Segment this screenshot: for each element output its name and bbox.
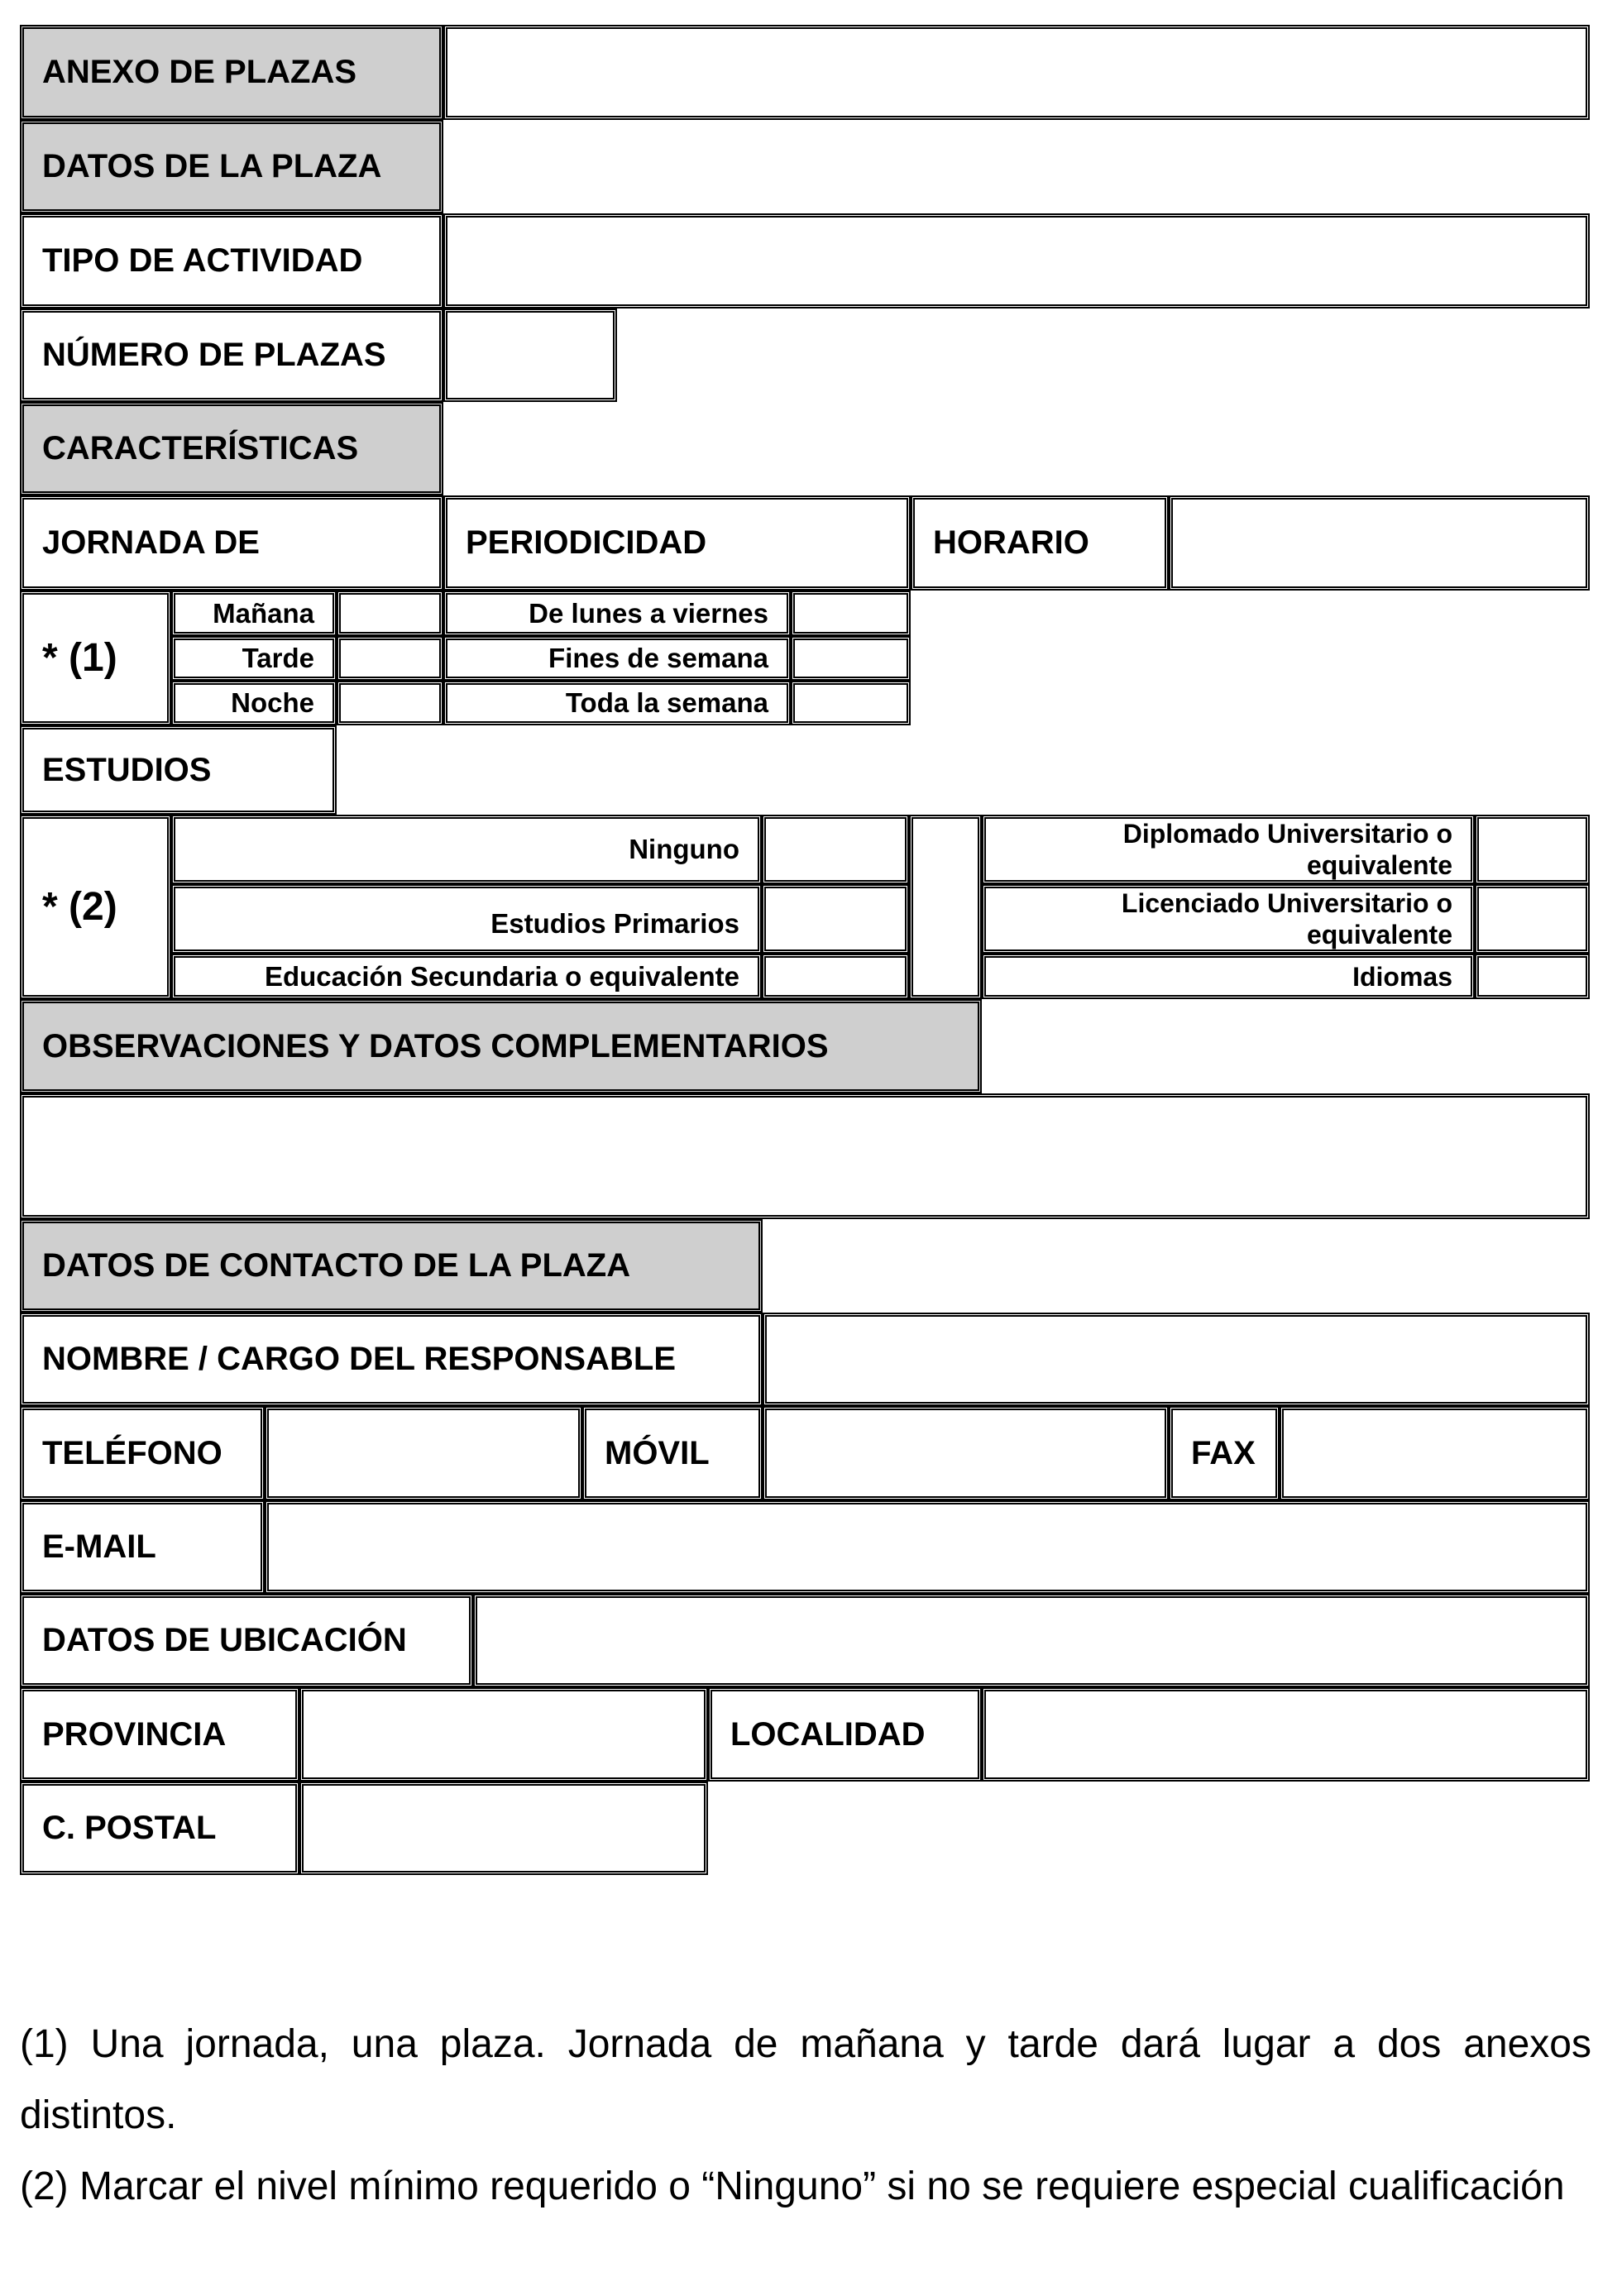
jornada-option-noche — [171, 681, 337, 725]
periodicidad-checkbox-lunes-viernes[interactable] — [791, 591, 911, 636]
estudios-option-line2: equivalente — [1306, 850, 1452, 880]
telefono-text: TELÉFONO — [42, 1434, 222, 1471]
footnote-2: (2) Marcar el nivel mínimo requerido o “Ninguno” si no se requiere especial cualificación — [20, 2164, 1565, 2208]
movil-text: MÓVIL — [605, 1434, 710, 1471]
estudios-label — [20, 725, 337, 815]
fax-field[interactable] — [1280, 1406, 1590, 1500]
footnotes — [20, 2009, 1591, 2222]
observaciones-text: OBSERVACIONES Y DATOS COMPLEMENTARIOS — [42, 1027, 829, 1064]
nombre-cargo-field[interactable] — [763, 1313, 1590, 1406]
tipo-de-actividad-field[interactable] — [443, 213, 1590, 309]
estudios-option-diplomado-text — [1123, 818, 1452, 881]
numero-de-plazas-field[interactable] — [443, 309, 617, 402]
estudios-checkbox-licenciado[interactable] — [1475, 884, 1590, 954]
estudios-option-licenciado-text — [1122, 887, 1452, 950]
periodicidad-option-lunes-viernes — [443, 591, 791, 636]
jornada-checkbox-noche[interactable] — [337, 681, 443, 725]
estudios-checkbox-diplomado[interactable] — [1475, 815, 1590, 884]
jornada-option-text: Noche — [231, 687, 314, 718]
fax-label — [1169, 1406, 1280, 1500]
periodicidad-label — [443, 495, 911, 591]
numero-de-plazas-text: NÚMERO DE PLAZAS — [42, 337, 386, 373]
movil-label — [582, 1406, 763, 1500]
periodicidad-option-text: Fines de semana — [548, 643, 768, 673]
provincia-text: PROVINCIA — [42, 1715, 227, 1753]
estudios-text: ESTUDIOS — [42, 751, 212, 788]
jornada-option-text: Mañana — [213, 597, 314, 629]
estudios-option-diplomado — [982, 815, 1475, 884]
periodicidad-option-toda-semana — [443, 681, 791, 725]
observaciones-label — [20, 999, 982, 1093]
tipo-de-actividad-label — [20, 213, 443, 309]
datos-de-la-plaza-label — [20, 120, 443, 213]
localidad-field[interactable] — [982, 1687, 1590, 1782]
estudios-spacer-cell — [909, 815, 982, 999]
ref-1-text: * (1) — [42, 636, 117, 680]
provincia-label — [20, 1687, 299, 1782]
estudios-checkbox-ninguno[interactable] — [762, 815, 909, 884]
estudios-checkbox-idiomas[interactable] — [1475, 954, 1590, 999]
periodicidad-option-text: De lunes a viernes — [529, 597, 768, 629]
periodicidad-option-fines-semana — [443, 636, 791, 681]
estudios-option-text: Ninguno — [629, 834, 739, 864]
fax-text: FAX — [1191, 1434, 1256, 1471]
anexo-de-plazas-text: ANEXO DE PLAZAS — [42, 54, 357, 90]
datos-contacto-label — [20, 1219, 763, 1313]
anexo-de-plazas-field[interactable] — [443, 25, 1590, 120]
estudios-option-text: Idiomas — [1352, 961, 1452, 992]
telefono-field[interactable] — [265, 1406, 582, 1500]
jornada-option-manana — [171, 591, 337, 636]
provincia-field[interactable] — [299, 1687, 708, 1782]
datos-ubicacion-label — [20, 1594, 473, 1687]
periodicidad-checkbox-fines-semana[interactable] — [791, 636, 911, 681]
movil-field[interactable] — [763, 1406, 1169, 1500]
email-label — [20, 1500, 265, 1594]
estudios-option-line1: Diplomado Universitario o — [1122, 819, 1452, 849]
estudios-checkbox-secundaria[interactable] — [762, 954, 909, 999]
periodicidad-text: PERIODICIDAD — [466, 524, 707, 561]
caracteristicas-label — [20, 402, 443, 495]
estudios-option-text: Educación Secundaria o equivalente — [264, 960, 739, 992]
datos-contacto-text: DATOS DE CONTACTO DE LA PLAZA — [42, 1247, 631, 1284]
email-field[interactable] — [265, 1500, 1590, 1594]
localidad-text: LOCALIDAD — [730, 1715, 926, 1753]
nombre-cargo-label — [20, 1313, 763, 1406]
estudios-option-idiomas — [982, 954, 1475, 999]
estudios-option-primarios — [171, 884, 762, 954]
estudios-option-licenciado — [982, 884, 1475, 954]
caracteristicas-text: CARACTERÍSTICAS — [42, 430, 359, 466]
estudios-option-secundaria — [171, 954, 762, 999]
estudios-option-line2: equivalente — [1306, 920, 1452, 949]
jornada-de-text: JORNADA DE — [42, 524, 260, 561]
ref-2-label — [20, 815, 171, 999]
horario-text: HORARIO — [933, 524, 1089, 561]
email-text: E-MAIL — [42, 1528, 156, 1565]
jornada-option-text: Tarde — [242, 643, 314, 673]
horario-field[interactable] — [1169, 495, 1590, 591]
estudios-option-text: Estudios Primarios — [490, 908, 739, 939]
c-postal-label — [20, 1782, 299, 1875]
estudios-option-ninguno — [171, 815, 762, 884]
telefono-label — [20, 1406, 265, 1500]
datos-ubicacion-text: DATOS DE UBICACIÓN — [42, 1622, 407, 1658]
jornada-checkbox-manana[interactable] — [337, 591, 443, 636]
tipo-de-actividad-text: TIPO DE ACTIVIDAD — [42, 242, 363, 279]
footnote-1: (1) Una jornada, una plaza. Jornada de mañana y tarde dará lugar a dos anexos distintos. — [20, 2022, 1591, 2137]
periodicidad-option-text: Toda la semana — [565, 687, 768, 718]
horario-label — [911, 495, 1169, 591]
c-postal-text: C. POSTAL — [42, 1810, 217, 1846]
ref-1-label — [20, 591, 171, 725]
estudios-option-line1: Licenciado Universitario o — [1121, 888, 1452, 918]
anexo-de-plazas-label — [20, 25, 443, 120]
jornada-option-tarde — [171, 636, 337, 681]
c-postal-field[interactable] — [299, 1782, 708, 1875]
datos-ubicacion-field[interactable] — [473, 1594, 1590, 1687]
datos-de-la-plaza-text: DATOS DE LA PLAZA — [42, 148, 382, 184]
observaciones-field[interactable] — [20, 1093, 1590, 1219]
ref-2-text: * (2) — [42, 885, 117, 929]
estudios-checkbox-primarios[interactable] — [762, 884, 909, 954]
periodicidad-checkbox-toda-semana[interactable] — [791, 681, 911, 725]
numero-de-plazas-label — [20, 309, 443, 402]
localidad-label — [708, 1687, 982, 1782]
jornada-checkbox-tarde[interactable] — [337, 636, 443, 681]
nombre-cargo-text: NOMBRE / CARGO DEL RESPONSABLE — [42, 1341, 676, 1377]
jornada-de-label — [20, 495, 443, 591]
